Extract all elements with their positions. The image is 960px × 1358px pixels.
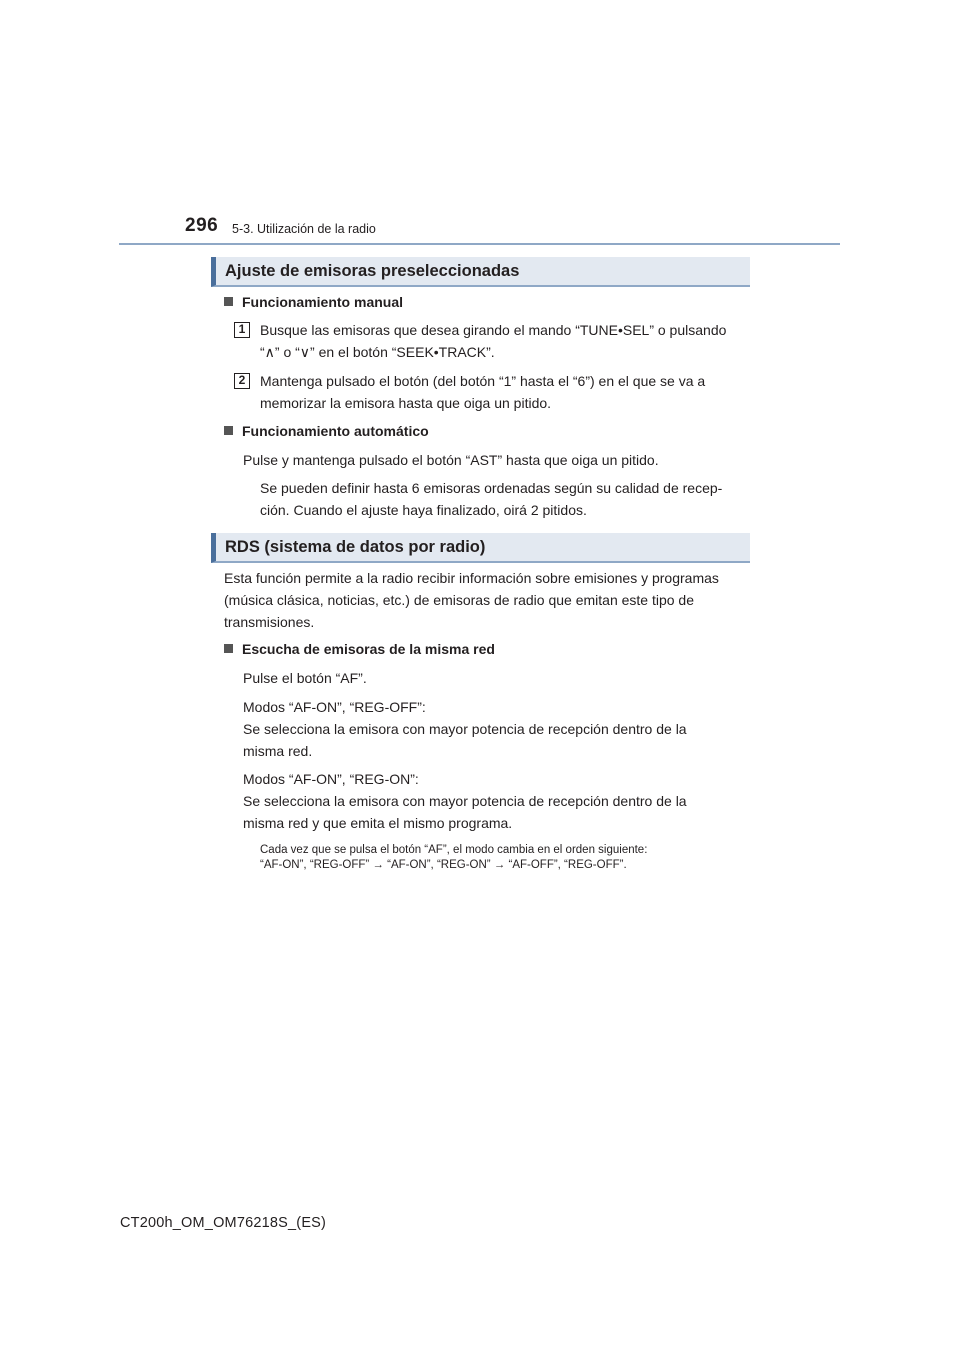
mode-2-line-2: misma red y que emita el mismo programa. [243, 815, 513, 831]
rds-intro-line-1: Esta función permite a la radio recibir información sobre emisiones y programas [224, 570, 719, 586]
af-cycle-line-1: Cada vez que se pulsa el botón “AF”, el modo cambia en el orden siguiente: [260, 844, 648, 856]
bullet-square-icon [224, 297, 233, 306]
auto-instruction: Pulse y mantenga pulsado el botón “AST” hasta que oiga un pitido. [243, 452, 659, 468]
mode-2-title: Modos “AF-ON”, “REG-ON”: [243, 771, 419, 787]
header-divider [119, 243, 840, 245]
step-2-text [260, 370, 746, 414]
auto-operation-heading [224, 423, 429, 439]
mode-2-block [243, 768, 748, 834]
auto-note [260, 477, 748, 521]
auto-note-line-1: Se pueden definir hasta 6 emisoras ordenadas según su calidad de recep- [260, 480, 723, 496]
step-1-text [260, 319, 746, 363]
step-2-line-2: memorizar la emisora hasta que oiga un pitido. [260, 395, 552, 411]
step-2-line-1: Mantenga pulsado el botón (del botón “1” hasta el “6”) en el que se va a [260, 373, 706, 389]
mode-1-block [243, 696, 748, 762]
auto-note-line-2: ción. Cuando el ajuste haya finalizado, oirá 2 pitidos. [260, 502, 587, 518]
mode-2-line-1: Se selecciona la emisora con mayor potencia de recepción dentro de la [243, 793, 687, 809]
mode-1-line-2: misma red. [243, 743, 313, 759]
document-code: CT200h_OM_OM76218S_(ES) [120, 1215, 327, 1231]
same-network-heading-text: Escucha de emisoras de la misma red [242, 641, 495, 657]
mode-1-line-1: Se selecciona la emisora con mayor potencia de recepción dentro de la [243, 721, 687, 737]
rds-intro-line-3: transmisiones. [224, 614, 315, 630]
af-cycle-line-2: “AF-ON”, “REG-OFF” → “AF-ON”, “REG-ON” → “AF-OFF”, “REG-OFF”. [260, 859, 627, 871]
bullet-square-icon [224, 644, 233, 653]
step-1-line-2: “∧” o “∨” en el botón “SEEK•TRACK”. [260, 344, 495, 360]
section-heading-rds: RDS (sistema de datos por radio) [211, 533, 750, 563]
section-title: 5-3. Utilización de la radio [232, 222, 376, 236]
step-2-badge: 2 [234, 373, 250, 389]
auto-heading-text: Funcionamiento automático [242, 423, 429, 439]
af-cycle-note [260, 843, 750, 873]
press-af-text: Pulse el botón “AF”. [243, 670, 367, 686]
rds-intro-line-2: (música clásica, noticias, etc.) de emisoras de radio que emitan este tipo de [224, 592, 695, 608]
page-number: 296 [185, 215, 219, 236]
same-network-heading [224, 641, 495, 657]
manual-operation-heading [224, 294, 403, 310]
mode-1-title: Modos “AF-ON”, “REG-OFF”: [243, 699, 426, 715]
manual-heading-text: Funcionamiento manual [242, 294, 404, 310]
step-1-badge: 1 [234, 322, 250, 338]
step-1-line-1: Busque las emisoras que desea girando el mando “TUNE•SEL” o pulsando [260, 322, 727, 338]
section-heading-presets: Ajuste de emisoras preseleccionadas [211, 257, 750, 287]
rds-intro [224, 567, 748, 633]
bullet-square-icon [224, 426, 233, 435]
